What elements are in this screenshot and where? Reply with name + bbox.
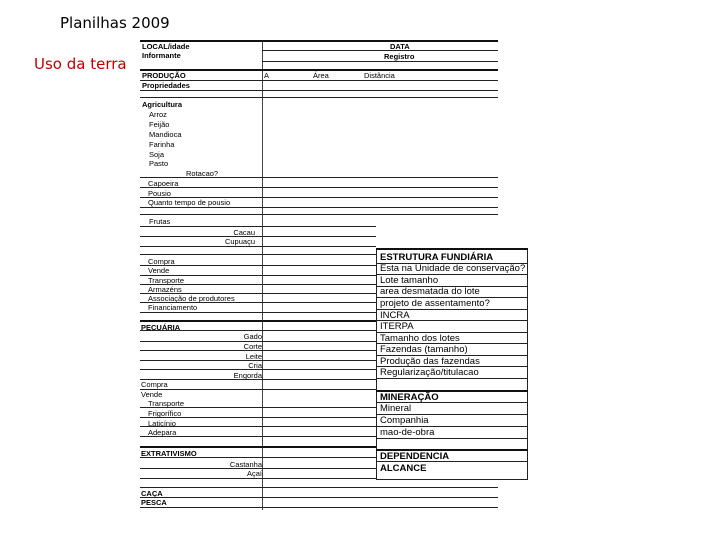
estrutura-item: INCRA: [380, 310, 410, 321]
rule: [376, 438, 528, 439]
local-label: LOCAL/idade: [142, 42, 190, 51]
quanto-tempo-label: Quanto tempo de pousio: [148, 198, 231, 207]
dependencia-heading: DEPENDENCIA: [380, 451, 450, 462]
rule: [140, 507, 498, 508]
extrativismo-item: Açaí: [246, 469, 262, 478]
rule: [262, 50, 498, 51]
rule: [140, 226, 376, 227]
mineracao-item: Mineral: [380, 403, 412, 414]
rule: [140, 207, 498, 208]
estrutura-item: ITERPA: [380, 321, 414, 332]
agri-item: Arroz: [149, 110, 167, 119]
rotacao-label: Rotacao?: [186, 169, 219, 178]
alcance-label: ALCANCE: [380, 463, 427, 474]
agri-item: Farinha: [149, 140, 175, 149]
rule: [140, 379, 376, 380]
estrutura-heading: ESTRUTURA FUNDIÁRIA: [380, 252, 494, 263]
mineracao-heading: MINERAÇÃO: [380, 392, 439, 403]
propriedades-label: Propriedades: [142, 81, 190, 90]
rule: [140, 246, 376, 247]
mineracao-item: mao-de-obra: [380, 427, 435, 438]
pecuaria-sub: Laticínio: [148, 419, 176, 428]
rule: [140, 457, 376, 458]
rule: [140, 265, 376, 266]
agri-item: Pasto: [149, 159, 169, 168]
comercio-item: Armazéns: [148, 285, 182, 294]
col-a-label: A: [264, 71, 270, 80]
cupuacu-label: Cupuaçu: [224, 237, 255, 246]
pecuaria-vende: Vende: [141, 390, 163, 399]
pecuaria-item: Cria: [248, 361, 262, 370]
col-distancia-label: Distância: [364, 71, 395, 80]
pecuaria-sub: Transporte: [148, 399, 184, 408]
producao-label: PRODUÇÃO: [142, 71, 186, 80]
agri-item: Feijão: [149, 120, 170, 129]
estrutura-item: Regularização/titulacao: [380, 367, 479, 378]
rule: [140, 389, 376, 390]
rule: [376, 248, 528, 250]
pecuaria-compra: Compra: [141, 380, 168, 389]
agricultura-heading: Agricultura: [142, 100, 183, 109]
pecuaria-sub: Frigorífico: [148, 409, 182, 418]
header-top-rule: [140, 40, 498, 42]
col-area-label: Área: [313, 71, 329, 80]
capoeira-label: Capoeira: [148, 179, 179, 188]
estrutura-item: Esta na Unidade de conservação?: [380, 263, 526, 274]
rule: [140, 369, 376, 370]
agri-item: Soja: [149, 150, 165, 159]
registro-label: Registro: [384, 52, 415, 61]
agri-item: Mandioca: [149, 130, 182, 139]
rule: [140, 97, 498, 98]
estrutura-item: Lote tamanho: [380, 275, 439, 286]
rule: [376, 461, 528, 462]
pesca-label: PESCA: [141, 498, 167, 507]
estrutura-item: Tamanho dos lotes: [380, 333, 460, 344]
mineracao-item: Companhia: [380, 415, 429, 426]
frutas-label: Frutas: [149, 217, 171, 226]
rule: [140, 312, 376, 313]
pecuaria-heading: PECUÁRIA: [141, 323, 181, 332]
pecuaria-item: Engorda: [233, 371, 262, 380]
extrativismo-item: Castanha: [229, 460, 262, 469]
comercio-item: Compra: [148, 257, 175, 266]
slide-title: Planilhas 2009: [60, 14, 170, 32]
slide-subtitle: Uso da terra: [34, 55, 127, 73]
rule: [262, 61, 498, 62]
rule: [140, 426, 376, 427]
rule: [140, 350, 376, 351]
rule: [140, 446, 376, 448]
rule: [140, 436, 376, 437]
pecuaria-item: Corte: [243, 342, 262, 351]
comercio-item: Vende: [148, 266, 170, 275]
pecuaria-item: Gado: [243, 332, 262, 341]
rule: [140, 487, 498, 488]
rule: [140, 90, 498, 91]
pousio-label: Pousio: [148, 189, 171, 198]
rule: [140, 417, 376, 418]
comercio-item: Transporte: [148, 276, 184, 285]
comercio-item: Financiamento: [148, 303, 198, 312]
rule: [140, 214, 498, 215]
caca-label: CAÇA: [141, 489, 163, 498]
rule: [140, 330, 376, 331]
rule: [140, 254, 376, 255]
comercio-item: Associação de produtores: [148, 294, 235, 303]
pecuaria-sub: Adepara: [148, 428, 177, 437]
informante-label: Informante: [142, 51, 181, 60]
extrativismo-heading: EXTRATIVISMO: [141, 449, 197, 458]
estrutura-item: Produção das fazendas: [380, 356, 480, 367]
rule: [140, 497, 498, 498]
rule: [140, 320, 376, 322]
estrutura-item: projeto de assentamento?: [380, 298, 490, 309]
rule: [140, 236, 376, 237]
estrutura-item: Fazendas (tamanho): [380, 344, 468, 355]
rule: [140, 177, 498, 178]
rule: [140, 80, 498, 81]
rule: [140, 187, 498, 188]
data-label: DATA: [390, 42, 410, 51]
rule: [376, 378, 528, 379]
rule: [140, 407, 376, 408]
estrutura-item: area desmatada do lote: [380, 286, 480, 297]
pecuaria-item: Leite: [245, 352, 262, 361]
cacau-label: Cacau: [233, 228, 255, 237]
